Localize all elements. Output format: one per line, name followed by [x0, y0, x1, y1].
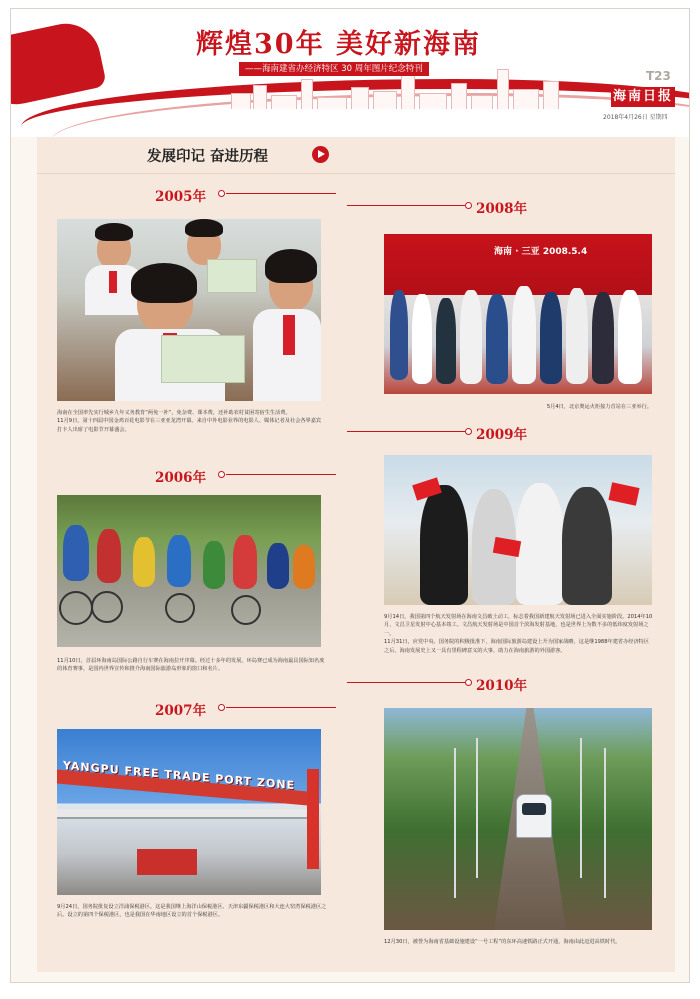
caption-2005: 海南在全国率先实行城乡九年义务教育“两免一补”，免杂费、课本费，还补助农村贫困寄宿生生活费。 11月9日，第十四届中国金鸡百花电影节在三亚亚龙湾开幕。来自中外电影业界的电影人、媒体记者及社会各界嘉宾打卡人出席了电影节开幕盛会。: [57, 410, 322, 433]
timeline-dot: [218, 704, 225, 711]
timeline-connector: [347, 205, 465, 206]
caption-2007: 9月24日，国务院批复设立洋浦保税港区。这是我国继上海洋山保税港区、天津东疆保税港区和大连大窑湾保税港区之后，设立的第四个保税港区，也是我国在华南地区设立的首个保税港区。: [57, 904, 327, 919]
caption-2010: 12月30日，被誉为海南省基础设施建设“一号工程”的东环高速铁路正式开通，海南由此迈进高铁时代。: [384, 939, 621, 945]
year-label-2006: 2006年: [155, 470, 207, 486]
caption-2008: 5月4日，北京奥运火炬接力首站在三亚举行。: [546, 404, 652, 410]
timeline-connector: [347, 682, 465, 683]
timeline-dot: [218, 471, 225, 478]
toll-canopy: [57, 809, 319, 819]
section-divider: [37, 173, 675, 174]
red-ribbon-decoration: [11, 17, 107, 110]
caption-2006: 11月10日，首届环海南岛国际公路自行车赛在海南拉开序幕。经过十多年的发展，环岛赛已成为海南最具国际知名度的体育赛事，是国内世界宣传和推介海南国际旅游岛形象的窗口和名片。: [57, 658, 325, 673]
issue-date: 2018年4月26日 星期四: [603, 114, 668, 121]
year-label-2007: 2007年: [155, 703, 207, 719]
page-title: 辉煌30年 美好新海南: [196, 29, 481, 60]
photo-classroom-students: [57, 219, 321, 401]
play-arrow-icon: [312, 146, 329, 163]
port-gate-sign: YANGPU FREE TRADE PORT ZONE: [63, 758, 296, 793]
year-label-2008: 2008年: [476, 201, 528, 217]
photo-cycling-race: [57, 495, 321, 647]
timeline-panel: [37, 137, 675, 972]
print-color-marks: [608, 991, 648, 995]
timeline-connector: [347, 431, 465, 432]
bullet-train: [516, 794, 552, 838]
page-number: T23: [646, 69, 671, 83]
year-label-2005: 2005年: [155, 189, 207, 205]
timeline-dot: [465, 202, 472, 209]
year-label-2009: 2009年: [476, 427, 528, 443]
torch-banner-text: 海南 · 三亚 2008.5.4: [494, 247, 588, 257]
photo-high-speed-railway: [384, 708, 652, 930]
timeline-dot: [465, 428, 472, 435]
print-color-marks: [318, 991, 366, 995]
page-subtitle: ——海南建省办经济特区 30 周年图片纪念特刊: [239, 62, 429, 76]
page-header: [11, 9, 690, 137]
photo-yangpu-port-gate: [57, 729, 321, 895]
photo-torch-relay: [384, 234, 652, 394]
red-tower: [307, 769, 319, 869]
timeline-dot: [465, 679, 472, 686]
container-truck: [137, 849, 197, 875]
timeline-dot: [218, 190, 225, 197]
photo-tourists-with-flags: [384, 455, 652, 605]
year-label-2010: 2010年: [476, 678, 528, 694]
timeline-connector: [226, 707, 336, 708]
section-title: 发展印记 奋进历程: [147, 149, 269, 165]
newspaper-logo: 海南日报: [611, 87, 675, 107]
timeline-connector: [226, 474, 336, 475]
print-color-marks: [28, 991, 68, 995]
newspaper-page: [10, 8, 690, 983]
timeline-connector: [226, 193, 336, 194]
caption-2009: 9月14日，我国第四个航天发射场在海南文昌破土动工，标志着我国新建航天发射场已进入全面实施阶段。2014年10月，文昌卫星发射中心基本竣工。文昌航天发射场是中国首个滨海发射基地，也是世界上为数不多的低纬度发射场之一。 11月31日，应党中央、国务院的积极批准下，海南国际旅游岛建设上升为国家战略，这是继1988年建省办经济特区之后，海南发展史上又一具有里程碑意义的大事，助力在海南旅游的外国游客。: [384, 614, 653, 654]
